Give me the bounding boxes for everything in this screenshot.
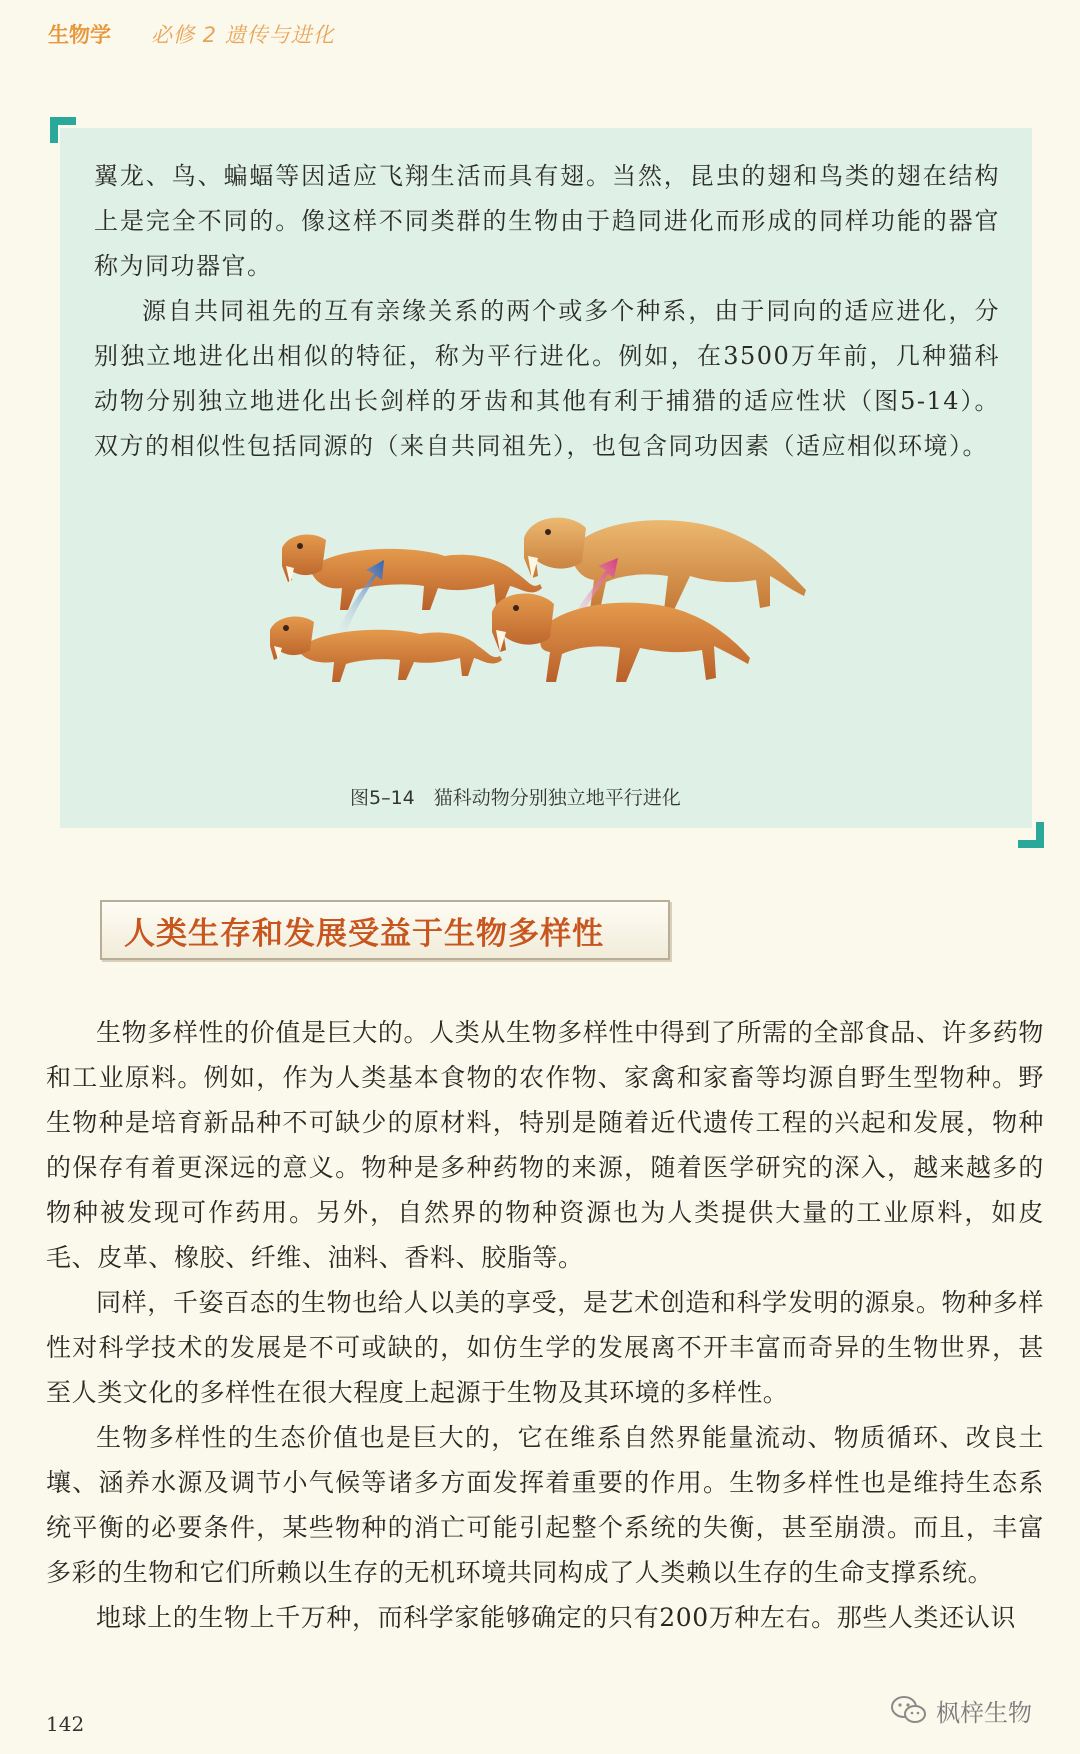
subject-label: 生物学 (48, 23, 111, 47)
page-number: 142 (46, 1712, 85, 1736)
body-paragraph-3: 生物多样性的生态价值也是巨大的，它在维系自然界能量流动、物质循环、改良土壤、涵养水源及调节小气候等诸多方面发挥着重要的作用。生物多样性也是维持生态系统平衡的必要条件，某些物种的消亡可能引起整个系统的失衡，甚至崩溃。而且，丰富多彩的生物和它们所赖以生存的无机环境共同构成了人类赖以生存的生命支撑系统。 (46, 1423, 1044, 1587)
body-paragraph-2: 同样，千姿百态的生物也给人以美的享受，是艺术创造和科学发明的源泉。物种多样性对科学技术的发展是不可或缺的，如仿生学的发展离不开丰富而奇异的生物世界，甚至人类文化的多样性在很大程度上起源于生物及其环境的多样性。 (46, 1288, 1044, 1407)
running-head (48, 14, 335, 54)
ancestral-cat-bottom-left (270, 616, 502, 682)
ancestral-cat-bottom-right (492, 594, 750, 682)
wechat-icon (890, 1694, 928, 1726)
box-paragraph-2: 源自共同祖先的互有亲缘关系的两个或多个种系，由于同向的适应进化，分别独立地进化出相似的特征，称为平行进化。例如，在3500万年前，几种猫科动物分别独立地进化出长剑样的牙齿和其他有利于捕猎的适应性状（图5-14）。双方的相似性包括同源的（来自共同祖先），也包含同功因素（适应相似环境）。 (94, 297, 1000, 460)
box-text (94, 154, 1000, 469)
box-corner-top-left (50, 117, 76, 143)
figure-illustration (270, 510, 810, 760)
sabertooth-cat-top-right (524, 518, 806, 610)
body-text (46, 1010, 1044, 1640)
watermark (890, 1688, 1032, 1732)
cat-evolution-figure (270, 510, 810, 760)
figure-caption: 图5–14 猫科动物分别独立地平行进化 (350, 787, 681, 809)
box-corner-bottom-right (1018, 822, 1044, 848)
sabertooth-cat-top-left (282, 534, 542, 610)
section-heading: 人类生存和发展受益于生物多样性 (100, 900, 670, 960)
body-paragraph-4: 地球上的生物上千万种，而科学家能够确定的只有200万种左右。那些人类还认识 (96, 1603, 1016, 1632)
box-paragraph-1: 翼龙、鸟、蝙蝠等因适应飞翔生活而具有翅。当然，昆虫的翅和鸟类的翅在结构上是完全不同的。像这样不同类群的生物由于趋同进化而形成的同样功能的器官称为同功器官。 (94, 162, 1000, 280)
watermark-text: 枫梓生物 (936, 1698, 1032, 1727)
book-title: 必修 2 遗传与进化 (151, 23, 335, 47)
body-paragraph-1: 生物多样性的价值是巨大的。人类从生物多样性中得到了所需的全部食品、许多药物和工业原料。例如，作为人类基本食物的农作物、家禽和家畜等均源自野生型物种。野生物种是培育新品种不可缺少的原材料，特别是随着近代遗传工程的兴起和发展，物种的保存有着更深远的意义。物种是多种药物的来源，随着医学研究的深入，越来越多的物种被发现可作药用。另外，自然界的物种资源也为人类提供大量的工业原料，如皮毛、皮革、橡胶、纤维、油料、香料、胶脂等。 (46, 1018, 1044, 1272)
